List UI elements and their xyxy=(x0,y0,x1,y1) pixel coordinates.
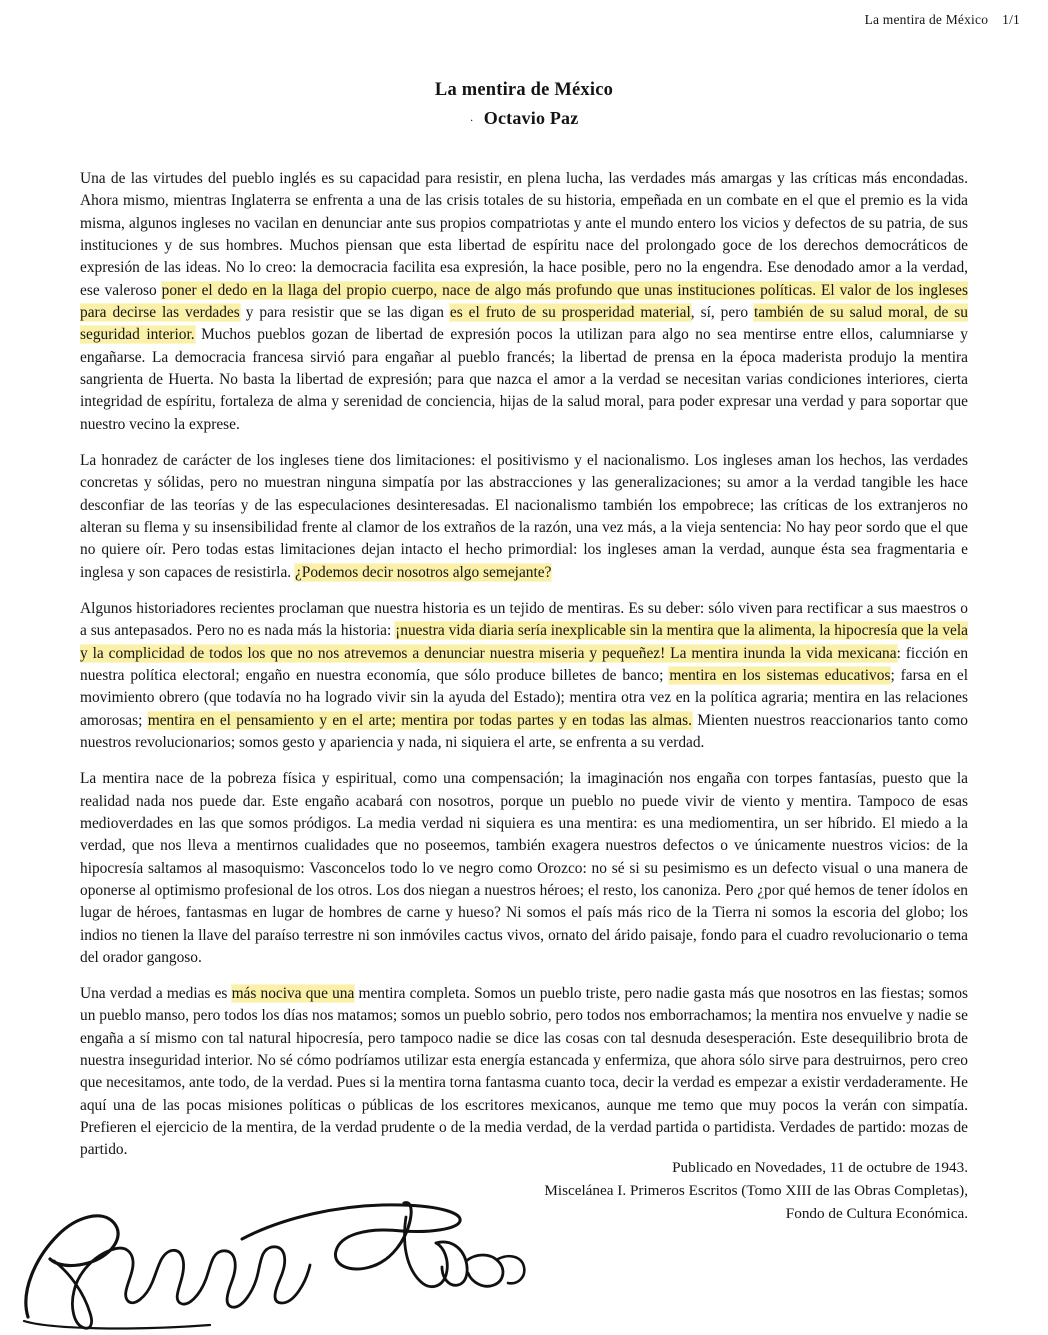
page-header xyxy=(865,12,1020,28)
body-text: Muchos pueblos gozan de libertad de expresión pocos la utilizan para algo no sea mentirse entre ellos, calumniarse y engañarse. La democracia francesa sirvió para engañar al pueblo francés; la libertad de prensa en la época maderista produjo la mentira sangrienta de Huerta. No basta la libertad de expresión; para que nazca el amor a la verdad se necesitan varias condiciones interiores, cierta integridad de espíritu, fortaleza de alma y serenidad de conciencia, hijas de la salud moral, para poder expresar una verdad y para soportar que nuestro vecino la exprese. xyxy=(80,326,968,433)
paragraph xyxy=(80,598,968,754)
publication-line-2: Miscelánea I. Primeros Escritos (Tomo XIII de las Obras Completas), xyxy=(544,1181,968,1199)
body-text: Algunos historiadores recientes proclaman que nuestra historia es un tejido de mentiras. Es su deber: sólo viven para rectificar a sus maestros o a sus antepasados. Pero no es nada más la historia: xyxy=(80,599,968,640)
body-text: mentira completa. Somos un pueblo triste xyxy=(354,985,617,1003)
body-text: , sí, pero xyxy=(690,303,754,321)
highlighted-text: mentira en los sistemas educativos xyxy=(669,666,891,684)
ink-dot-mark: · xyxy=(469,112,474,127)
highlighted-text: mentira en el pensamiento y en el arte; mentira por todas partes y en todas las almas. xyxy=(147,711,692,729)
page-title: La mentira de México xyxy=(434,80,614,100)
body-text: , pero nadie gasta más que nosotros en las fiestas; somos un pueblo manso, pero todos los días nos matamos; somos un pueblo sobrio, pero todos nos emborrachamos; la mentira nos envuelve y nadie se engaña a sí mismo con tal natural hipocresía, pero tampoco nadie se dice las cosas con tal desnuda desesperación. Este desequilibrio brota de nuestra inseguridad interior. No sé cómo podríamos utilizar esta energía estancada y enfermiza, que ahora sólo sirve para destruirnos, pero creo que necesitamos, ante todo, de la verdad. Pues si la mentira torna fantasma cuanto toca, decir la verdad es empezar a existir verdaderamente. He aquí una de las pocas misiones políticas o públicas de los escritores mexicanos, aunque me temo que muy pocos la verán con simpatía. Prefieren el ejercicio de la mentira, de la verdad prudente o de la media verdad, de la verdad partida o partidista. Verdades de partido: mozas de partido. xyxy=(80,985,969,1159)
body-text: La honradez de carácter de los ingleses tiene dos limitaciones: el positivismo y el nacionalismo. Los ingleses aman los hechos, las verdades concretas y sólidas, pero no muestran ninguna simpatía por las abstracciones y las generalizaciones; su amor a la verdad tangible les hace desconfiar de las teorías y de las especulaciones desinteresadas. El nacionalismo también los empobrece; las críticas de los extranjeros no alteran su flema y su insensibilidad frente al clamor de los extraños de la razón, una vez más, a la vieja sentencia: No hay peor sordo que el que no quiere oír. Pero todas estas limitaciones dejan intacto el hecho primordial: los ingleses aman la verdad, aunque ésta sea fragmentaria e inglesa y son capaces de resistirla. xyxy=(80,451,968,581)
highlighted-text: también de su salud moral, de su seguridad interior. xyxy=(80,303,968,344)
body-text: ; farsa en el movimiento obrero (que todavía no ha logrado vivir sin la ayuda del Estado); mentira otra vez en la política agraria; mentira en las relaciones amorosas; xyxy=(80,666,969,729)
paragraph xyxy=(80,450,968,584)
publication-line-3: Fondo de Cultura Económica. xyxy=(785,1204,968,1222)
highlighted-text: ¿Podemos decir nosotros algo semejante? xyxy=(294,563,552,581)
paragraph xyxy=(80,168,968,436)
paragraph xyxy=(80,983,968,1162)
highlighted-text: más nociva que una xyxy=(231,985,355,1003)
body-text: La mentira nace de la pobreza física y espiritual, como una compensación; la imaginación nos engaña con torpes fantasías, puesto que la realidad nada nos puede dar. Este engaño acabará con nosotros, porque un pueblo no puede vivir de viento y mentira. Tampoco de esas medioverdades en las que somos pródigos. La media verdad ni siquiera es una mentira: es una mediomentira, un ser híbrido. El miedo a la verdad, que nos lleva a mentirnos cualidades que no poseemos, también exagera nuestros defectos o ve únicamente nuestros vicios: de la hipocresía saltamos al masoquismo: Vasconcelos todo lo ve negro como Orozco: no sé si su pesimismo es un defecto visual o una manera de oponerse al optimismo profesional de los otros. Los dos niegan a nuestros héroes; el resto, los canoniza. Pero ¿por qué hemos de tener ídolos en lugar de héroes, fantasmas en lugar de hombres de carne y hueso? Ni somos el país más rico de la Tierra ni somos la escoria del globo; los indios no tienen la llave del paraíso terrestre ni son inmóviles cactus vivos, ornato del árido paisaje, fondo para el cuadro revolucionario o tema del orador gangoso. xyxy=(80,770,968,966)
body-text: Una verdad a medias es xyxy=(80,985,232,1003)
document-body xyxy=(80,168,968,1176)
publication-line-1: Publicado en Novedades, 11 de octubre de 1943. xyxy=(672,1159,968,1176)
document-author xyxy=(0,106,1048,130)
highlighted-text: poner el dedo en la llaga del propio cuerpo, nace de algo más profundo que unas instituciones políticas. El valor de los ingleses para decirse las verdades xyxy=(80,281,968,321)
body-text: : ficción en nuestra política electoral; engaño en nuestra economía, que sólo produce billetes de banco; xyxy=(80,644,969,684)
highlighted-text: es el fruto de su prosperidad material xyxy=(449,303,691,321)
body-text: Mienten nuestros reaccionarios tanto como nuestros revolucionarios; somos gesto y apariencia y nada, ni siquiera el arte, se enfrenta a su verdad. xyxy=(80,711,969,751)
header-doc-label: La mentira de México xyxy=(864,12,989,27)
title-block xyxy=(0,78,1048,130)
handwritten-signature xyxy=(10,1195,530,1335)
author-name: Octavio Paz xyxy=(483,107,579,128)
paragraph xyxy=(80,768,968,969)
highlighted-text: ¡nuestra vida diaria sería inexplicable sin la mentira que la alimenta, la hipocresía que la vela y la complicidad de todos los que no nos atrevemos a denunciar nuestra miseria y pequeñez! La mentira inunda la vida mexicana xyxy=(80,622,968,662)
header-page-number: 1/1 xyxy=(1002,12,1020,27)
body-text: y para resistir que se las digan xyxy=(239,303,450,321)
body-text: Una de las virtudes del pueblo inglés es su capacidad para resistir, en plena lucha, las verdades más amargas y las críticas más encondadas. Ahora mismo, mientras Inglaterra se enfrenta a una de las crisis totales de su historia, empeñada en un combate en el que el premio es la vida misma, algunos ingleses no vacilan en denunciar ante sus propios compatriotas y ante el mundo entero los vicios y defectos de su patria, de sus instituciones y de sus hombres. Muchos piensan que esta libertad de espíritu nace del prolongado goce de los derechos democráticos de expresión de las ideas. No lo creo: la democracia facilita esa expresión, la hace posible, pero no la engendra. Ese denodado amor a la verdad, ese valeroso xyxy=(80,170,968,299)
